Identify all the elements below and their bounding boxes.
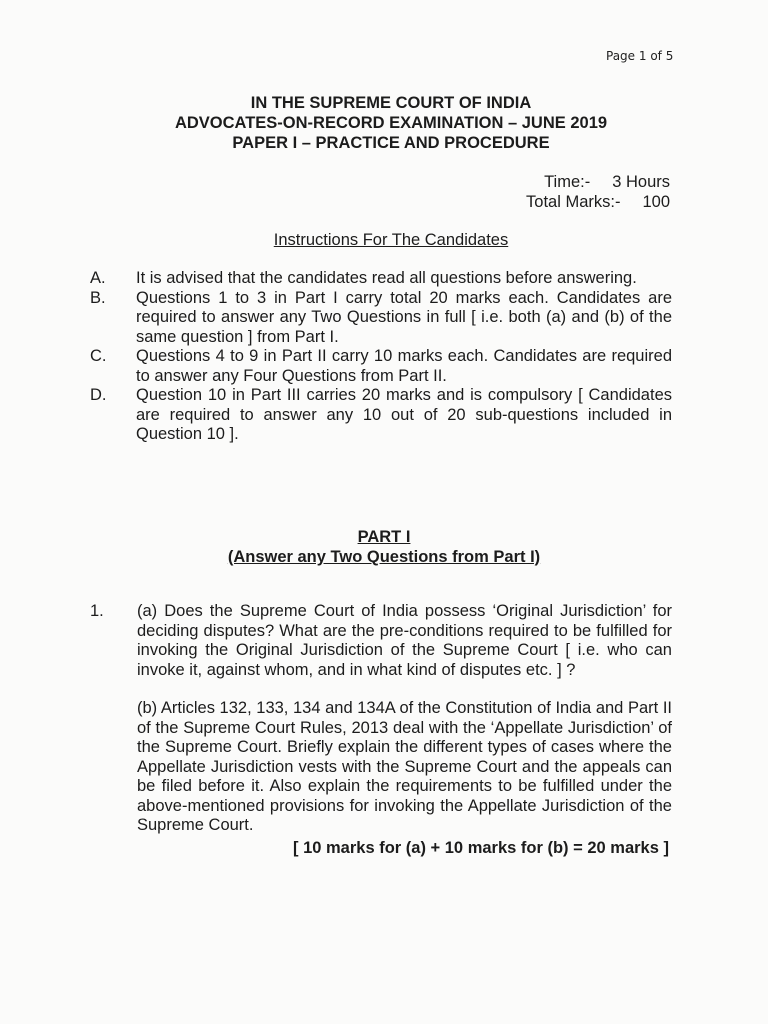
total-marks-value: 100 — [642, 193, 670, 211]
page-number: Page 1 of 5 — [606, 49, 674, 63]
time-row — [440, 172, 670, 192]
part-title: PART I — [357, 528, 411, 546]
marks-allocation: [ 10 marks for (a) + 10 marks for (b) = 20 marks ] — [292, 838, 669, 857]
time-label: Time:- — [544, 173, 591, 191]
instruction-letter: B. — [90, 288, 106, 307]
court-title: IN THE SUPREME COURT OF INDIA — [250, 94, 532, 112]
instruction-text: Questions 4 to 9 in Part II carry 10 marks each. Candidates are required to answer any Four Questions from Part II. — [136, 347, 672, 385]
instruction-item — [90, 289, 672, 348]
total-marks-row — [440, 192, 670, 212]
instruction-item — [90, 347, 672, 386]
time-marks-block — [440, 172, 670, 212]
exam-header — [100, 93, 682, 153]
instruction-item — [90, 386, 672, 445]
instruction-text: It is advised that the candidates read all questions before answering. — [136, 269, 637, 287]
part-subtitle: (Answer any Two Questions from Part I) — [227, 548, 541, 566]
paper-title: PAPER I – PRACTICE AND PROCEDURE — [232, 134, 550, 152]
instruction-letter: A. — [90, 269, 106, 287]
instruction-text: Question 10 in Part III carries 20 marks and is compulsory [ Candidates are required to answer any 10 out of 20 sub-questions included in Question 10 ]. — [136, 386, 672, 443]
question-number: 1. — [90, 602, 104, 620]
instruction-letter: D. — [90, 386, 107, 404]
question-1 — [90, 602, 672, 858]
instructions-list — [90, 269, 672, 445]
exam-title: ADVOCATES-ON-RECORD EXAMINATION – JUNE 2019 — [174, 114, 608, 132]
question-body — [137, 602, 672, 858]
instruction-letter: C. — [90, 347, 107, 365]
time-value: 3 Hours — [612, 173, 670, 191]
part-heading — [0, 527, 768, 567]
question-part-a: (a) Does the Supreme Court of India possess ‘Original Jurisdiction’ for deciding disputes? What are the pre-conditions required to be fulfilled for invoking the Original Jurisdiction of the Supreme Court [ i.e. who can invoke it, against whom, and in what kind of disputes etc. ] ? — [137, 602, 672, 679]
instruction-item — [90, 269, 672, 289]
total-marks-label: Total Marks:- — [526, 193, 621, 211]
question-part-b: (b) Articles 132, 133, 134 and 134A of the Constitution of India and Part II of the Supreme Court Rules, 2013 deal with the ‘Appellate Jurisdiction’ of the Supreme Court. Briefly explain the different types of cases where the Appellate Jurisdiction vests with the Supreme Court and the appeals can be filed before it. Also explain the requirements to be fulfilled under the above-mentioned provisions for invoking the Appellate Jurisdiction of the Supreme Court. — [137, 699, 672, 834]
instruction-text: Questions 1 to 3 in Part I carry total 20 marks each. Candidates are required to answer any Two Questions in full [ i.e. both (a) and (b) of the same question ] from Part I. — [136, 288, 672, 346]
instructions-title: Instructions For The Candidates — [273, 231, 509, 249]
